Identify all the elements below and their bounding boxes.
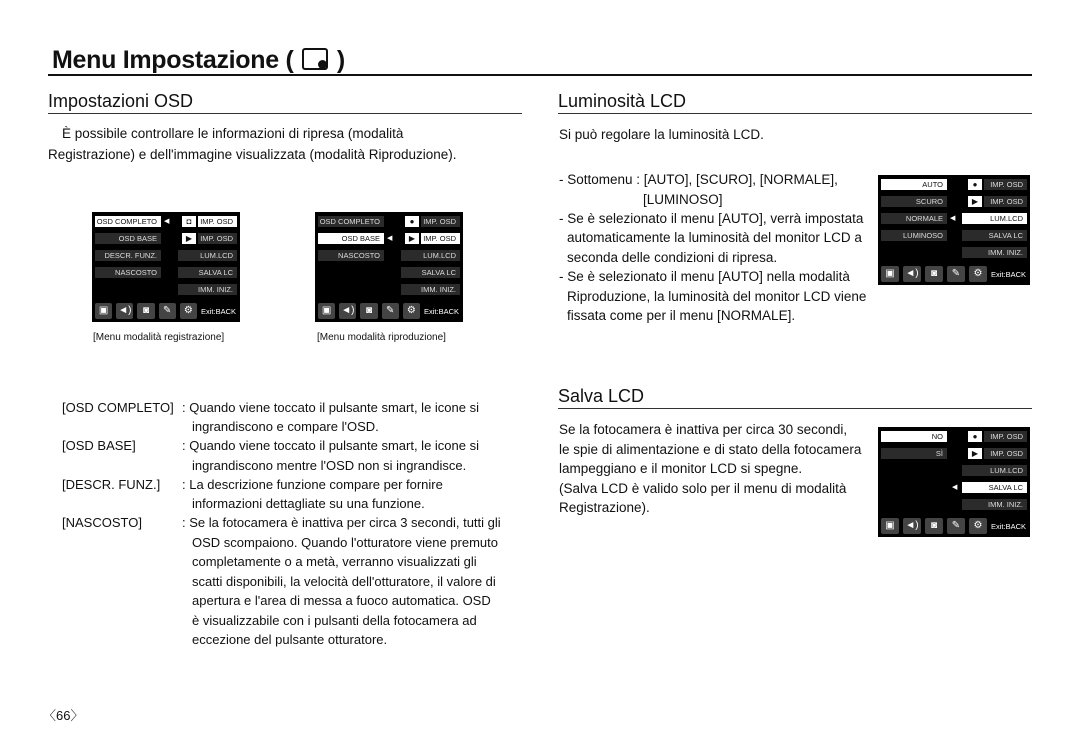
- salva-heading: Salva LCD: [558, 386, 645, 406]
- sound-tab-icon: ◄): [903, 518, 921, 534]
- menu-item-osd-completo: OSD COMPLETO: [318, 216, 384, 227]
- menu-item-luminoso: LUMINOSO: [881, 230, 947, 241]
- definition-line: ingrandiscono e compare l'OSD.: [192, 419, 379, 434]
- menu-item-imm-iniz: IMM. INIZ.: [178, 284, 237, 295]
- menu-item-imp-osd: IMP. OSD: [198, 216, 237, 227]
- camera-menu-bottom-bar: [878, 515, 1030, 537]
- osd-intro-1: È possibile controllare le informazioni di ripresa (modalità: [62, 126, 404, 141]
- osd-heading: Impostazioni OSD: [48, 91, 194, 111]
- definition-line: OSD scompaiono. Quando l'otturatore viene premuto: [192, 535, 498, 550]
- menu-item-imp-osd-play: IMP. OSD: [421, 233, 460, 244]
- camera-tab-icon: ◙: [360, 303, 377, 319]
- lcd-line: seconda delle condizioni di ripresa.: [567, 250, 778, 265]
- osd-rule: [48, 113, 522, 114]
- menu-item-lum-lcd: LUM.LCD: [178, 250, 237, 261]
- play-mode-icon: ▶: [968, 448, 982, 459]
- menu-item-lum-lcd: LUM.LCD: [401, 250, 460, 261]
- menu-item-si: SÌ: [881, 448, 947, 459]
- salva-rule: [558, 408, 1032, 409]
- setup-tab-icon: ▣: [95, 303, 112, 319]
- osd-intro-2: Registrazione) e dell'immagine visualizzata (modalità Riproduzione).: [48, 147, 457, 162]
- camera-mode-icon: ●: [968, 179, 982, 190]
- effect-tab-icon: ✎: [382, 303, 399, 319]
- salva-lcd-menu: [878, 427, 1030, 537]
- osd-menu-playback: [315, 212, 463, 322]
- menu-item-imp-osd: IMP. OSD: [984, 179, 1027, 190]
- menu-item-salva-lcd: SALVA LC: [401, 267, 460, 278]
- lcd-brightness-menu: [878, 175, 1030, 285]
- camera-menu-bottom-bar: [878, 263, 1030, 285]
- sound-tab-icon: ◄): [903, 266, 921, 282]
- play-mode-icon: ▶: [182, 233, 196, 244]
- menu-item-imp-osd-play: IMP. OSD: [984, 448, 1027, 459]
- effect-tab-icon: ✎: [159, 303, 176, 319]
- lcd-line: - Se è selezionato il menu [AUTO], verrà impostata: [559, 211, 864, 226]
- caption-recording: [Menu modalità registrazione]: [93, 332, 225, 343]
- definition-term: [DESCR. FUNZ.]: [62, 477, 161, 492]
- definition-line: : Quando viene toccato il pulsante smart, le icone si: [182, 400, 479, 415]
- salva-line: le spie di alimentazione e di stato della fotocamera: [559, 442, 862, 457]
- settings-tab-icon: ⚙: [969, 266, 987, 282]
- page-number: 〈66〉: [43, 708, 84, 723]
- osd-menu-recording: [92, 212, 240, 322]
- menu-item-nascosto: NASCOSTO: [95, 267, 161, 278]
- settings-tab-icon: ⚙: [969, 518, 987, 534]
- menu-item-osd-base: OSD BASE: [95, 233, 161, 244]
- menu-item-imm-iniz: IMM. INIZ.: [962, 499, 1027, 510]
- definition-line: : Quando viene toccato il pulsante smart, le icone si: [182, 438, 479, 453]
- lcd-line: Riproduzione, la luminosità del monitor LCD viene: [567, 289, 867, 304]
- definition-line: apertura e l'area di messa a fuoco automatica. OSD: [192, 593, 491, 608]
- definition-line: scatti disponibili, la velocità dell'otturatore, il valore di: [192, 574, 496, 589]
- menu-item-salva-lcd: SALVA LC: [962, 482, 1027, 493]
- lcd-rule: [558, 113, 1032, 114]
- lcd-heading: Luminosità LCD: [558, 91, 687, 111]
- effect-tab-icon: ✎: [947, 266, 965, 282]
- menu-item-osd-completo: OSD COMPLETO: [95, 216, 161, 227]
- caption-playback: [Menu modalità riproduzione]: [317, 332, 446, 343]
- definition-line: è visualizzabile con i pulsanti della fotocamera ad: [192, 613, 477, 628]
- camera-mode-icon: ◘: [182, 216, 196, 227]
- selection-arrow-icon: ◀: [387, 235, 393, 242]
- lcd-line: - Sottomenu : [AUTO], [SCURO], [NORMALE],: [559, 172, 838, 187]
- definition-line: completamente o a metà, verranno visualizzati gli: [192, 554, 477, 569]
- menu-item-imp-osd: IMP. OSD: [984, 431, 1027, 442]
- page-title-text: Menu Impostazione (: [52, 46, 294, 74]
- menu-item-salva-lcd: SALVA LC: [962, 230, 1027, 241]
- camera-mode-icon: ●: [968, 431, 982, 442]
- camera-menu-bottom-bar: [315, 300, 463, 322]
- menu-item-scuro: SCURO: [881, 196, 947, 207]
- play-mode-icon: ▶: [968, 196, 982, 207]
- lcd-line: automaticamente la luminosità del monitor LCD a: [567, 230, 862, 245]
- exit-back-label: Exit:BACK: [201, 306, 237, 316]
- effect-tab-icon: ✎: [947, 518, 965, 534]
- title-rule: [48, 74, 1032, 76]
- menu-item-imp-osd-play: IMP. OSD: [984, 196, 1027, 207]
- setup-tab-icon: ▣: [881, 518, 899, 534]
- menu-item-lum-lcd: LUM.LCD: [962, 465, 1027, 476]
- lcd-intro: Si può regolare la luminosità LCD.: [559, 127, 764, 142]
- exit-back-label: Exit:BACK: [991, 269, 1027, 279]
- definition-line: informazioni dettagliate su una funzione.: [192, 496, 425, 511]
- page-title-close: ): [336, 46, 345, 74]
- exit-back-label: Exit:BACK: [424, 306, 460, 316]
- page-number-value: 66: [56, 708, 71, 723]
- camera-tab-icon: ◙: [925, 266, 943, 282]
- selection-arrow-icon: ◀: [950, 215, 956, 222]
- camera-mode-icon: ●: [405, 216, 419, 227]
- sound-tab-icon: ◄): [116, 303, 133, 319]
- definition-line: : La descrizione funzione compare per fornire: [182, 477, 443, 492]
- exit-back-label: Exit:BACK: [991, 521, 1027, 531]
- definition-term: [OSD COMPLETO]: [62, 400, 174, 415]
- menu-item-normale: NORMALE: [881, 213, 947, 224]
- menu-item-lum-lcd: LUM.LCD: [962, 213, 1027, 224]
- camera-tab-icon: ◙: [137, 303, 154, 319]
- setup-tab-icon: ▣: [318, 303, 335, 319]
- menu-item-salva-lcd: SALVA LC: [178, 267, 237, 278]
- lcd-line: [LUMINOSO]: [643, 192, 723, 207]
- definition-line: eccezione del pulsante otturatore.: [192, 632, 388, 647]
- selection-arrow-icon: ◀: [164, 218, 170, 225]
- menu-item-imm-iniz: IMM. INIZ.: [962, 247, 1027, 258]
- setup-menu-icon: [302, 48, 328, 70]
- menu-item-auto: AUTO: [881, 179, 947, 190]
- camera-menu-bottom-bar: [92, 300, 240, 322]
- lcd-line: fissata come per il menu [NORMALE].: [567, 308, 796, 323]
- play-mode-icon: ▶: [405, 233, 419, 244]
- salva-line: (Salva LCD è valido solo per il menu di modalità: [559, 481, 847, 496]
- definition-term: [NASCOSTO]: [62, 515, 142, 530]
- definition-line: : Se la fotocamera è inattiva per circa 3 secondi, tutti gli: [182, 515, 501, 530]
- salva-line: Se la fotocamera è inattiva per circa 30 secondi,: [559, 422, 848, 437]
- page-title: [52, 46, 345, 75]
- salva-line: Registrazione).: [559, 500, 650, 515]
- menu-item-imp-osd: IMP. OSD: [421, 216, 460, 227]
- definition-term: [OSD BASE]: [62, 438, 136, 453]
- settings-tab-icon: ⚙: [403, 303, 420, 319]
- setup-tab-icon: ▣: [881, 266, 899, 282]
- menu-item-osd-base: OSD BASE: [318, 233, 384, 244]
- lcd-line: - Se è selezionato il menu [AUTO] nella modalità: [559, 269, 850, 284]
- camera-tab-icon: ◙: [925, 518, 943, 534]
- selection-arrow-icon: ◀: [952, 484, 958, 491]
- settings-tab-icon: ⚙: [180, 303, 197, 319]
- menu-item-imp-osd-play: IMP. OSD: [198, 233, 237, 244]
- menu-item-nascosto: NASCOSTO: [318, 250, 384, 261]
- menu-item-imm-iniz: IMM. INIZ.: [401, 284, 460, 295]
- menu-item-no: NO: [881, 431, 947, 442]
- sound-tab-icon: ◄): [339, 303, 356, 319]
- salva-line: lampeggiano e il monitor LCD si spegne.: [559, 461, 803, 476]
- definition-line: ingrandiscono mentre l'OSD non si ingrandisce.: [192, 458, 467, 473]
- menu-item-descr-funz: DESCR. FUNZ.: [95, 250, 161, 261]
